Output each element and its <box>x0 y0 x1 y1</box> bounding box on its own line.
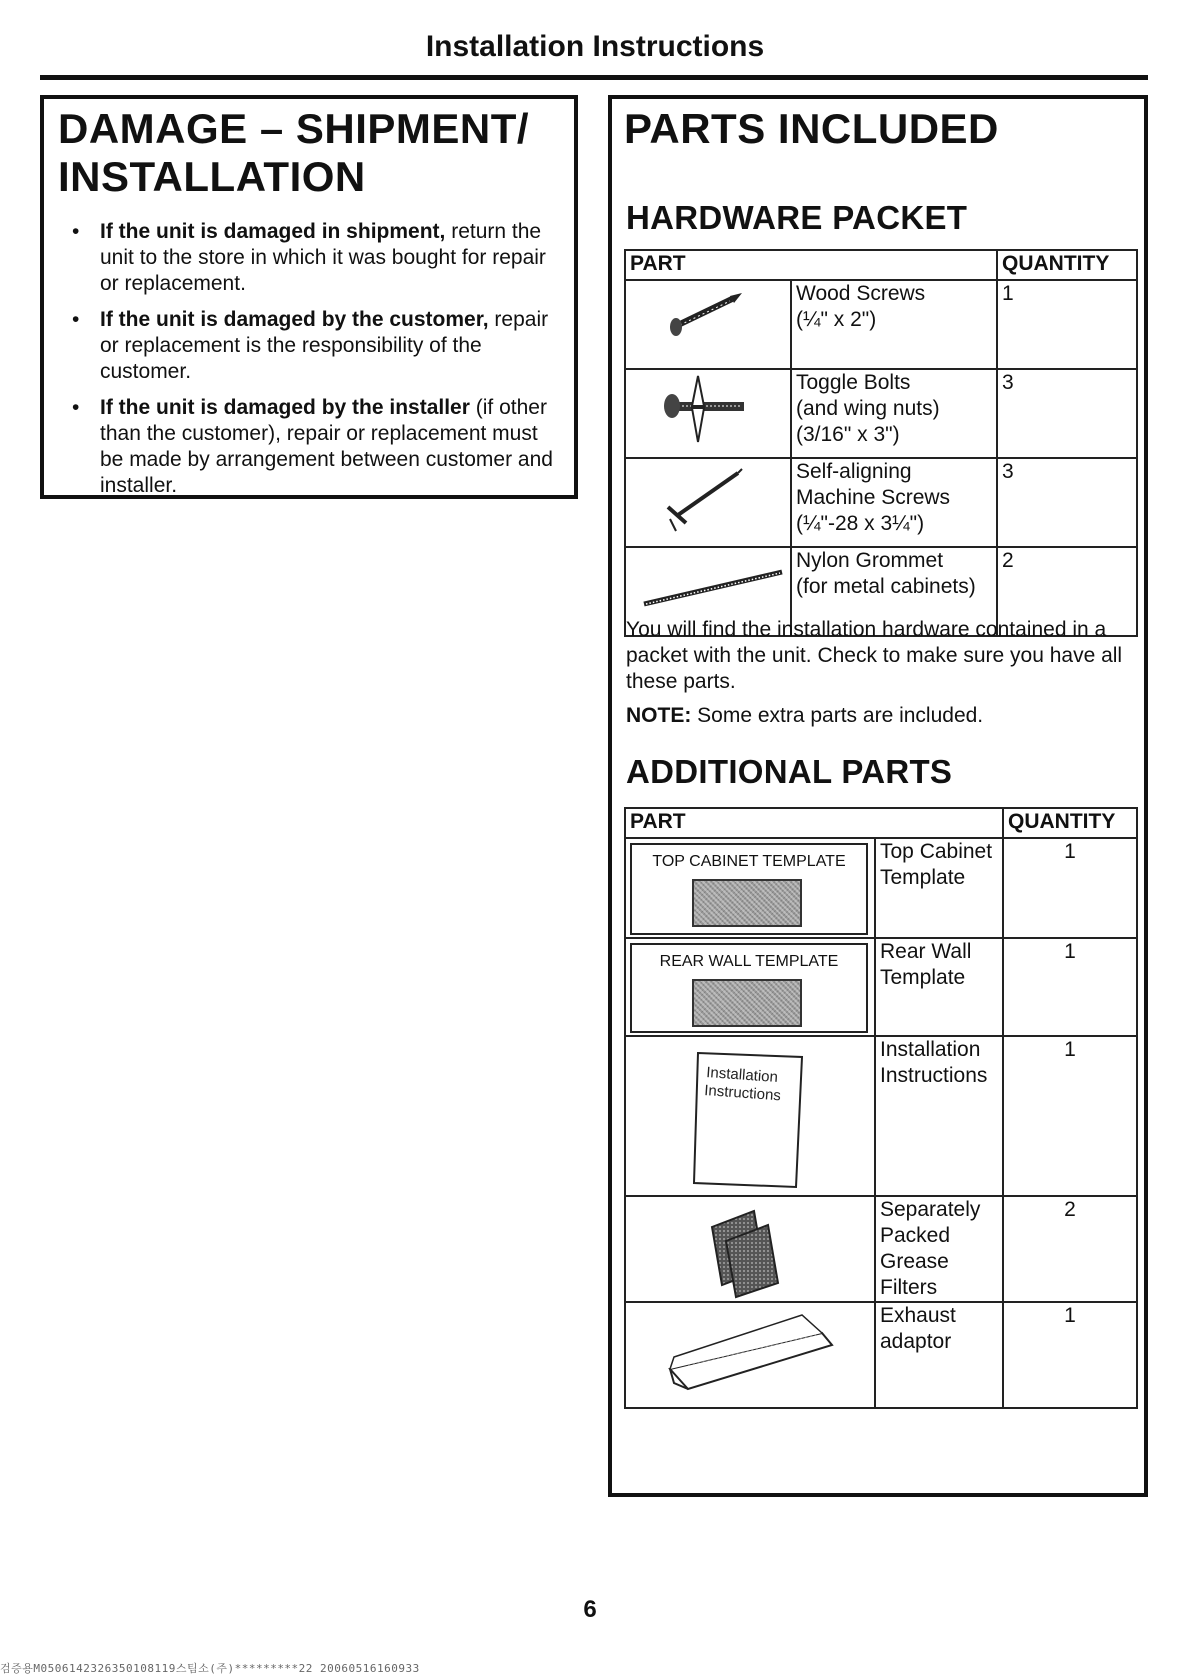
table-row <box>625 280 1137 369</box>
note-text: Some extra parts are included. <box>691 704 984 727</box>
additional-name <box>875 1196 1003 1302</box>
additional-name-line: Installation <box>880 1038 981 1061</box>
additional-name <box>875 938 1003 1036</box>
damage-title <box>58 105 560 201</box>
top-cabinet-template-image <box>625 838 875 938</box>
damage-item-bold: If the unit is damaged in shipment, <box>100 220 446 243</box>
additional-name-line: Separately <box>880 1198 981 1221</box>
template-pattern <box>692 879 802 927</box>
table-row <box>625 1302 1137 1408</box>
toggle-bolt-icon <box>625 369 791 458</box>
additional-name-line: Filters <box>880 1276 938 1299</box>
bullet: • <box>72 308 80 331</box>
template-label: TOP CABINET TEMPLATE <box>652 853 846 870</box>
additional-name <box>875 838 1003 938</box>
damage-item-text: return the unit to the store in which it was bought for repair or replacement. <box>100 220 546 295</box>
additional-qty: 1 <box>1003 1036 1137 1196</box>
exhaust-adaptor-icon <box>625 1302 875 1408</box>
damage-item-bold: If the unit is damaged by the installer <box>100 396 470 419</box>
damage-item-bold: If the unit is damaged by the customer, <box>100 308 489 331</box>
hardware-col-qty: QUANTITY <box>997 250 1137 280</box>
hardware-name-line: (¼"-28 x 3¼") <box>796 512 925 535</box>
page-number: 6 <box>583 1596 597 1623</box>
hardware-qty: 1 <box>997 280 1137 369</box>
bullet: • <box>72 396 80 419</box>
hardware-name-line: Machine Screws <box>796 486 951 509</box>
additional-qty: 1 <box>1003 938 1137 1036</box>
additional-name-line: adaptor <box>880 1330 952 1353</box>
additional-col-part: PART <box>625 808 1003 838</box>
booklet-label-1: Installation <box>705 1064 779 1086</box>
hardware-qty: 3 <box>997 458 1137 547</box>
additional-table <box>624 807 1138 1409</box>
parts-section <box>608 95 1148 1497</box>
damage-title-line2: INSTALLATION <box>58 153 366 200</box>
bullet: • <box>72 220 80 243</box>
table-row <box>625 1196 1137 1302</box>
hardware-name <box>791 369 997 458</box>
template-card <box>630 843 868 935</box>
hardware-table <box>624 249 1138 637</box>
machine-screw-icon <box>625 458 791 547</box>
template-label: REAR WALL TEMPLATE <box>659 953 839 970</box>
hardware-qty: 2 <box>997 547 1137 636</box>
hardware-col-part: PART <box>625 250 997 280</box>
additional-name-line: Top Cabinet <box>880 840 993 863</box>
additional-name-line: Rear Wall <box>880 940 972 963</box>
hardware-name <box>791 458 997 547</box>
table-row <box>625 938 1137 1036</box>
additional-name <box>875 1036 1003 1196</box>
damage-item <box>58 395 560 499</box>
header-rule <box>40 75 1148 80</box>
page-header-title: Installation Instructions <box>425 30 765 63</box>
table-row <box>625 458 1137 547</box>
additional-name <box>875 1302 1003 1408</box>
additional-col-qty: QUANTITY <box>1003 808 1137 838</box>
hardware-qty: 3 <box>997 369 1137 458</box>
hardware-name-line: Self-aligning <box>796 460 912 483</box>
wood-screw-icon <box>625 280 791 369</box>
damage-item-text: (if other than the customer), repair or replacement must be made by arrangement between customer and installer. <box>100 396 553 497</box>
grease-filters-icon <box>625 1196 875 1302</box>
damage-list <box>58 219 560 499</box>
table-row <box>625 838 1137 938</box>
template-pattern <box>692 979 802 1027</box>
hardware-paragraph: You will find the installation hardware contained in a packet with the unit. Check to make sure you have all these parts. <box>626 618 1123 693</box>
hardware-name-line: (and wing nuts) <box>796 397 940 420</box>
table-row <box>625 369 1137 458</box>
damage-item <box>58 219 560 297</box>
booklet-label-2: Instructions <box>703 1082 782 1105</box>
template-card <box>630 943 868 1033</box>
damage-item <box>58 307 560 385</box>
additional-qty: 1 <box>1003 838 1137 938</box>
additional-name-line: Exhaust <box>880 1304 956 1327</box>
note-label: NOTE: <box>626 704 692 727</box>
additional-name-line: Template <box>880 966 966 989</box>
additional-name-line: Template <box>880 866 966 889</box>
additional-name-line: Grease <box>880 1250 949 1273</box>
table-row <box>625 1036 1137 1196</box>
hardware-name-line: (3/16" x 3") <box>796 423 900 446</box>
hardware-name-line: Nylon Grommet <box>796 549 944 572</box>
hardware-name-line: Toggle Bolts <box>796 371 911 394</box>
hardware-name <box>791 280 997 369</box>
additional-qty: 1 <box>1003 1302 1137 1408</box>
rear-wall-template-image <box>625 938 875 1036</box>
additional-name-line: Instructions <box>880 1064 988 1087</box>
additional-qty: 2 <box>1003 1196 1137 1302</box>
additional-title: ADDITIONAL PARTS <box>626 753 953 790</box>
hardware-name-line: (¼" x 2") <box>796 308 877 331</box>
damage-section <box>40 95 578 499</box>
instructions-booklet-image <box>625 1036 875 1196</box>
damage-title-line1: DAMAGE – SHIPMENT/ <box>58 105 530 152</box>
hardware-name-line: Wood Screws <box>796 282 926 305</box>
footer-code: 검증용M0506142326350108119스팀소(주)*********22 20060516160933 <box>0 1662 420 1674</box>
additional-name-line: Packed <box>880 1224 951 1247</box>
hardware-name-line: (for metal cabinets) <box>796 575 976 598</box>
hardware-title: HARDWARE PACKET <box>626 199 968 236</box>
damage-item-text: repair or replacement is the responsibility of the customer. <box>100 308 549 383</box>
hardware-note <box>626 703 1138 729</box>
parts-title: PARTS INCLUDED <box>624 105 999 152</box>
